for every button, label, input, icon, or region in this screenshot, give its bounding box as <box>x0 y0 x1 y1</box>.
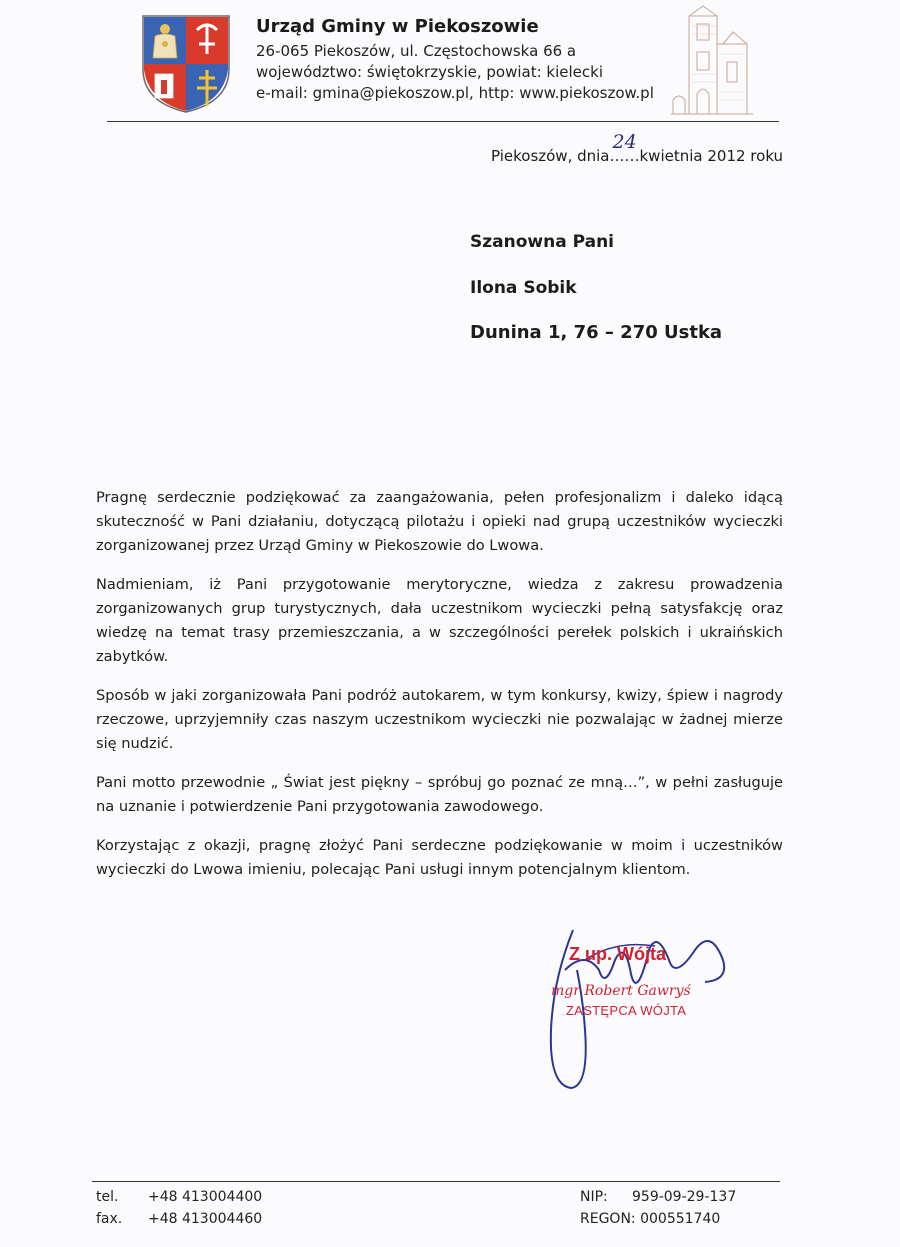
addressee-address: Dunina 1, 76 – 270 Ustka <box>470 322 723 343</box>
footer-registry-block <box>580 1186 736 1230</box>
paragraph: Nadmieniam, iż Pani przygotowanie merytoryczne, wiedza z zakresu prowadzenia zorganizowanych grup turystycznych, dała uczestnikom wycieczki pełną satysfakcję oraz wiedzę na temat trasy przemieszczania, a w szczególności perełek polskich i ukraińskich zabytków. <box>96 576 783 665</box>
stamp-line-2: mgr Robert Gawryś <box>551 983 691 999</box>
tel-value: +48 413004400 <box>148 1189 263 1205</box>
tower-illustration-icon <box>663 4 755 119</box>
addressee-name: Ilona Sobik <box>470 278 577 298</box>
salutation: Szanowna Pani <box>470 232 614 252</box>
header-block <box>256 16 654 104</box>
handwritten-day: 24 <box>612 131 637 153</box>
stamp-line-1: Z up. Wójta <box>569 944 666 964</box>
tel-label: tel. <box>96 1189 119 1205</box>
fax-label: fax. <box>96 1211 123 1227</box>
nip-value: 959-09-29-137 <box>632 1189 737 1205</box>
date-prefix: Piekoszów, dnia <box>491 147 610 165</box>
regon-value: 000551740 <box>640 1211 721 1227</box>
paragraph: Pragnę serdecznie podziękować za zaangażowania, pełen profesjonalizm i daleko idącą skuteczność w Pani działaniu, dotyczącą pilotażu i opieki nad grupą uczestników wycieczki zorganizowanej przez Urząd Gminy w Piekoszowie do Lwowa. <box>96 489 783 554</box>
date-suffix: kwietnia 2012 roku <box>639 147 784 165</box>
stamp-line-3: ZASTĘPCA WÓJTA <box>566 1003 687 1018</box>
regon-label: REGON: <box>580 1211 636 1227</box>
letter-date <box>491 131 784 165</box>
footer-phone-block <box>96 1186 262 1230</box>
footer-divider <box>92 1181 780 1182</box>
paragraph: Sposób w jaki zorganizowała Pani podróż autokarem, w tym konkursy, kwizy, śpiew i nagrody rzeczowe, uprzyjemniły czas naszym uczestnikom wycieczki nie pozwalając w żadnej mierze się nudzić. <box>96 687 783 752</box>
letter-body <box>96 486 783 897</box>
fax-value: +48 413004460 <box>148 1211 263 1227</box>
header-divider <box>107 121 779 122</box>
org-address: 26-065 Piekoszów, ul. Częstochowska 66 a <box>256 42 577 60</box>
coat-of-arms-icon <box>141 14 231 114</box>
org-name: Urząd Gminy w Piekoszowie <box>256 16 539 37</box>
org-contact: e-mail: gmina@piekoszow.pl, http: www.piekoszow.pl <box>256 84 654 102</box>
nip-label: NIP: <box>580 1189 608 1205</box>
paragraph: Korzystając z okazji, pragnę złożyć Pani serdeczne podziękowanie w moim i uczestników wycieczki do Lwowa imieniu, polecając Pani usługi innym potencjalnym klientom. <box>96 837 783 878</box>
org-region: województwo: świętokrzyskie, powiat: kielecki <box>256 63 604 81</box>
date-day-field: …… 24 <box>609 131 640 165</box>
paragraph: Pani motto przewodnie „ Świat jest piękny – spróbuj go poznać ze mną…”, w pełni zasługuje na uznanie i potwierdzenie Pani przygotowania zawodowego. <box>96 774 783 815</box>
